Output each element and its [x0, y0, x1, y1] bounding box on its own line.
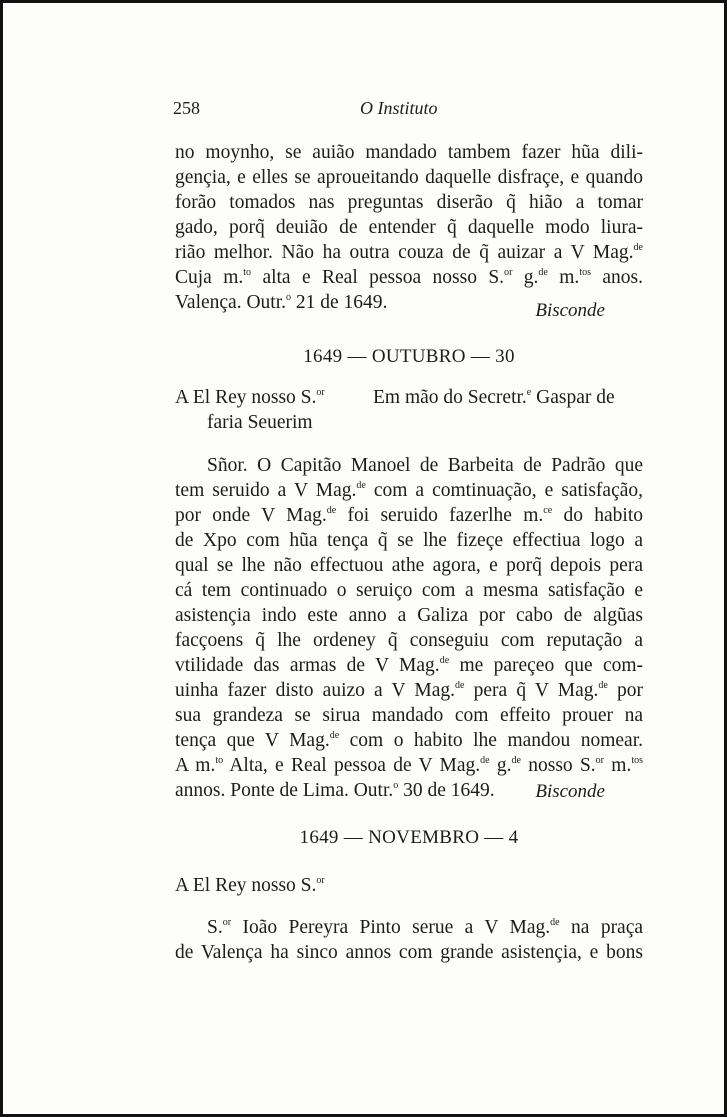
text-span: g. [496, 755, 512, 776]
text-line: de Valença ha sinco annos com grande asistençia, e bons [175, 942, 643, 963]
superscript: or [222, 917, 232, 928]
text-line: gençia, e elles se aproueitando daquelle disfraçe, e quando [175, 167, 643, 188]
text-line [175, 385, 325, 410]
text-span: do habito [563, 505, 643, 526]
addressee [175, 385, 325, 435]
text-span: nosso S. [528, 755, 596, 776]
text-span: Gaspar de [536, 387, 615, 408]
text-span: m. [611, 755, 632, 776]
text-span: me pareçeo que com- [459, 655, 644, 676]
text-span: por [616, 680, 643, 701]
text-span: Alta, e Real pessoa de V Mag. [229, 755, 481, 776]
text-line [175, 678, 643, 703]
text-span: annos. Ponte de Lima. Outr. [175, 780, 394, 801]
text-span: por onde V Mag. [175, 505, 327, 526]
text-line: de Xpo com hũa tença q̃ se lhe fizeçe effectiua logo a [175, 530, 643, 551]
superscript: ce [543, 505, 553, 516]
text-span: 21 de 1649. [295, 292, 388, 313]
text-span: uinha fazer disto auizo a V Mag. [175, 680, 455, 701]
text-span: A m. [175, 755, 216, 776]
text-line [175, 728, 643, 753]
superscript: or [316, 387, 325, 398]
text-span: m. [559, 267, 580, 288]
running-header [175, 98, 643, 122]
superscript: de [439, 655, 450, 666]
signature: Bisconde [535, 781, 605, 802]
signature: Bisconde [535, 300, 605, 321]
text-span: na praça [571, 917, 644, 938]
text-line [175, 653, 643, 678]
letter1-text [175, 140, 643, 315]
delivery-note [373, 385, 615, 410]
superscript: to [243, 267, 252, 278]
text-span: Valença. Outr. [175, 292, 287, 313]
superscript: o [393, 780, 399, 791]
text-span: tença que V Mag. [175, 730, 330, 751]
superscript: to [215, 755, 224, 766]
addressee [175, 873, 325, 898]
text-span: anos. [602, 267, 643, 288]
text-span: A El Rey nosso S. [175, 875, 317, 896]
superscript: de [356, 480, 366, 491]
text-line [175, 503, 643, 528]
running-title: O Instituto [360, 98, 438, 118]
text-line [175, 240, 643, 265]
page-number: 258 [173, 98, 200, 118]
text-line: Sñor. O Capitão Manoel de Barbeita de Padrão que [207, 455, 643, 476]
text-line: forão tomados nas preguntas diserão q̃ hião a tomar [175, 192, 643, 213]
text-line: sua grandeza se sirua mandado com effeito prouer na [175, 705, 643, 726]
text-line [175, 753, 643, 778]
text-line: cá tem continuado o seruiço com a mesma satisfação e [175, 580, 643, 601]
text-line: no moynho, se auião mandado tambem fazer hũa dili- [175, 142, 643, 163]
text-line: faria Seuerim [207, 412, 313, 433]
text-line: asistençia indo este anno a Galiza por cabo de algũas [175, 605, 643, 626]
text-span: g. [523, 267, 539, 288]
superscript: de [329, 730, 340, 741]
superscript: de [550, 917, 560, 928]
text-span: foi seruido fazerlhe m. [347, 505, 544, 526]
text-span: Em mão do Secretr. [373, 387, 527, 408]
text-span: com o habito lhe mandou nomear. [349, 730, 644, 751]
date-heading: 1649 — OUTUBRO — 30 [303, 346, 515, 367]
text-span: alta e Real pessoa nosso S. [262, 267, 505, 288]
text-span: pera q̃ V Mag. [473, 680, 599, 701]
text-line: gado, porq̃ deuião de entender q̃ daquelle modo liura- [175, 217, 643, 238]
superscript: o [286, 292, 292, 303]
superscript: de [480, 755, 490, 766]
text-span: rião melhor. Não ha outra couza de q̃ auizar a V Mag. [175, 242, 634, 263]
superscript: de [455, 680, 465, 691]
text-line [373, 385, 615, 410]
letter3-body [175, 915, 643, 965]
superscript: tos [631, 755, 644, 766]
superscript: or [316, 875, 325, 886]
superscript: de [538, 267, 548, 278]
superscript: or [504, 267, 513, 278]
text-span: com a comtinuação, e satisfação, [373, 480, 644, 501]
date-heading: 1649 — NOVEMBRO — 4 [299, 827, 519, 848]
text-line [175, 873, 325, 898]
superscript: de [326, 505, 337, 516]
superscript: de [633, 242, 643, 253]
text-span: A El Rey nosso S. [175, 387, 317, 408]
superscript: de [598, 680, 608, 691]
text-line [175, 478, 643, 503]
text-span: vtilidade das armas de V Mag. [175, 655, 440, 676]
text-span: S. [207, 917, 223, 938]
text-span: Cuja m. [175, 267, 244, 288]
superscript: or [595, 755, 605, 766]
superscript: de [511, 755, 521, 766]
text-line: facçoens q̃ lhe ordeney q̃ conseguiu com reputação a [175, 630, 643, 651]
text-line [175, 915, 643, 940]
text-line: qual se lhe não effectuou athe agora, e porq̃ depois pera [175, 555, 643, 576]
superscript: e [526, 387, 532, 398]
letter2-body [175, 453, 643, 803]
text-span: tem seruido a V Mag. [175, 480, 357, 501]
text-span: Ioão Pereyra Pinto serue a V Mag. [242, 917, 551, 938]
text-span: 30 de 1649. [403, 780, 495, 801]
text-line [175, 265, 643, 290]
superscript: tos [579, 267, 591, 278]
